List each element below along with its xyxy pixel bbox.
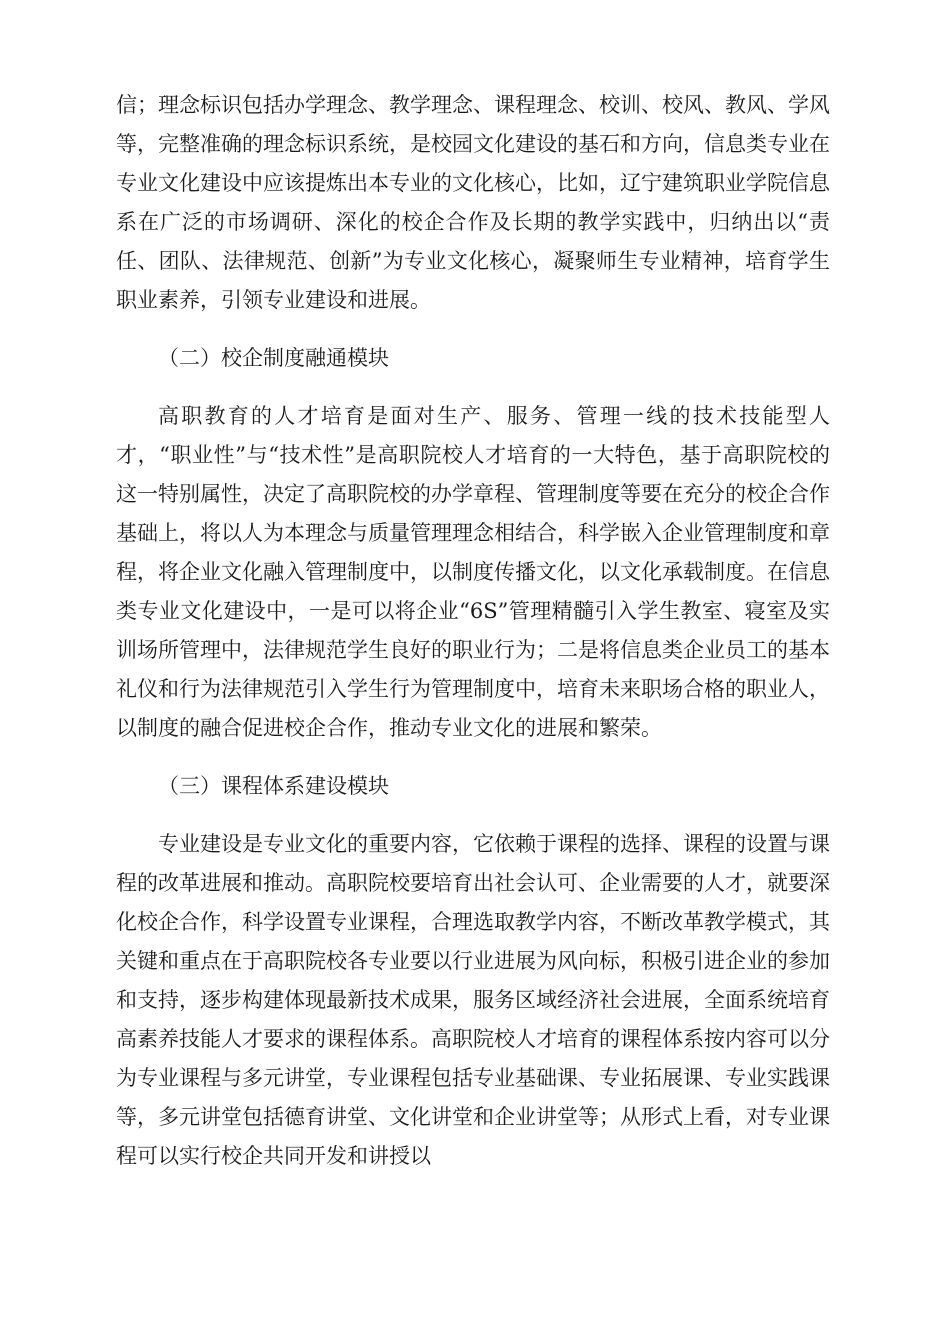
document-body (116, 86, 830, 1176)
section-heading-2: （二）校企制度融通模块 (158, 346, 389, 370)
paragraph-curriculum-system: 专业建设是专业文化的重要内容，它依赖于课程的选择、课程的设置与课程的改革进展和推动。高职院校要培育出社会认可、企业需要的人才，就要深化校企合作，科学设置专业课程，合理选取教学内容，不断改革教学模式，其关键和重点在于高职院校各专业要以行业进展为风向标，积极引进企业的参加和支持，逐步构建体现最新技术成果，服务区域经济社会进展，全面系统培育高素养技能人才要求的课程体系。高职院校人才培育的课程体系按内容可以分为专业课程与多元讲堂，专业课程包括专业基础课、专业拓展课、专业实践课等，多元讲堂包括德育讲堂、文化讲堂和企业讲堂等；从形式上看，对专业课程可以实行校企共同开发和讲授以 (116, 832, 830, 1168)
paragraph-school-enterprise-system: 高职教育的人才培育是面对生产、服务、管理一线的技术技能型人才，“职业性”与“技术性”是高职院校人才培育的一大特色，基于高职院校的这一特别属性，决定了高职院校的办学章程、管理制度等要在充分的校企合作基础上，将以人为本理念与质量管理理念相结合，科学嵌入企业管理制度和章程，将企业文化融入管理制度中，以制度传播文化，以文化承载制度。在信息类专业文化建设中，一是可以将企业“6S”管理精髓引入学生教室、寝室及实训场所管理中，法律规范学生良好的职业行为；二是将信息类企业员工的基本礼仪和行为法律规范引入学生行为管理制度中，培育未来职场合格的职业人，以制度的融合促进校企合作，推动专业文化的进展和繁荣。 (116, 404, 830, 740)
section-heading-3: （三）课程体系建设模块 (158, 774, 389, 798)
paragraph-continued: 信；理念标识包括办学理念、教学理念、课程理念、校训、校风、教风、学风等，完整准确的理念标识系统，是校园文化建设的基石和方向，信息类专业在专业文化建设中应该提炼出本专业的文化核心，比如，辽宁建筑职业学院信息系在广泛的市场调研、深化的校企合作及长期的教学实践中，归纳出以“责任、团队、法律规范、创新”为专业文化核心，凝聚师生专业精神，培育学生职业素养，引领专业建设和进展。 (116, 93, 830, 312)
